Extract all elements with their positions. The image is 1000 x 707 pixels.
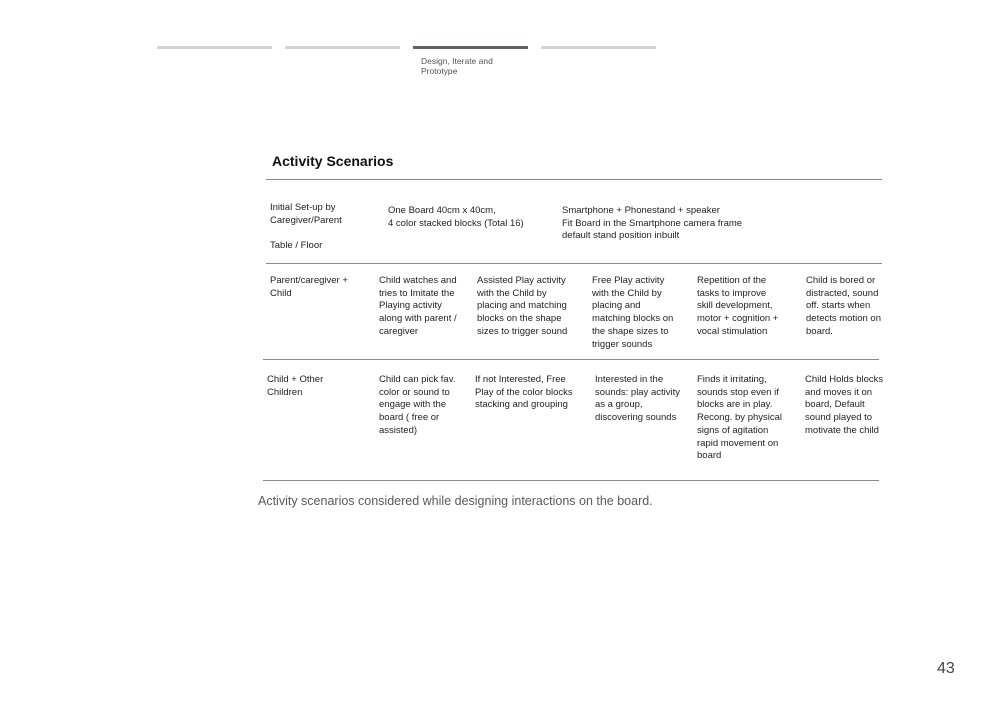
progress-step-1 [157, 46, 272, 49]
progress-step-4 [541, 46, 656, 49]
row3-cell-4: Interested in the sounds: play activity as a group, discovering sounds [595, 374, 681, 424]
row3-cell-3: If not Interested, Free Play of the color blocks stacking and grouping [475, 374, 573, 411]
row2-actor-cell: Parent/caregiver + Child [270, 275, 348, 299]
table-divider-2 [263, 359, 879, 360]
row1-board-cell: One Board 40cm x 40cm, 4 color stacked blocks (Total 16) [388, 205, 524, 229]
page-number: 43 [937, 660, 955, 677]
row2-cell-6: Child is bored or distracted, sound off. starts when detects motion on board. [806, 275, 881, 337]
progress-step-3-active [413, 46, 528, 49]
progress-step-2 [285, 46, 400, 49]
row3-cell-5: Finds it irritating, sounds stop even if blocks are in play. Recong. by physical signs of agitation rapid movement on board [697, 374, 783, 462]
row1-device-cell: Smartphone + Phonestand + speaker Fit Board in the Smartphone camera frame default stand position inbuilt [562, 205, 743, 242]
row1-actor-cell: Initial Set-up by Caregiver/Parent Table / Floor [270, 202, 342, 252]
row3-actor-cell: Child + Other Children [267, 374, 324, 398]
row2-cell-5: Repetition of the tasks to improve skill development, motor + cognition + vocal stimulation [697, 275, 779, 337]
table-divider-1 [266, 263, 882, 264]
active-step-label: Design, Iterate and Prototype [421, 56, 493, 76]
row2-cell-2: Child watches and tries to Imitate the Playing activity along with parent / caregiver [379, 275, 457, 337]
table-divider-bottom [263, 480, 879, 481]
table-title: Activity Scenarios [272, 153, 394, 169]
row2-cell-3: Assisted Play activity with the Child by placing and matching blocks on the shape sizes to trigger sound [477, 275, 568, 337]
figure-caption: Activity scenarios considered while designing interactions on the board. [258, 494, 653, 508]
row3-cell-6: Child Holds blocks and moves it on board, Default sound played to motivate the child [805, 374, 884, 436]
row2-cell-4: Free Play activity with the Child by placing and matching blocks on the shape sizes to trigger sounds [592, 275, 674, 350]
row3-cell-2: Child can pick fav. color or sound to engage with the board ( free or assisted) [379, 374, 456, 436]
table-divider-top [266, 179, 882, 180]
